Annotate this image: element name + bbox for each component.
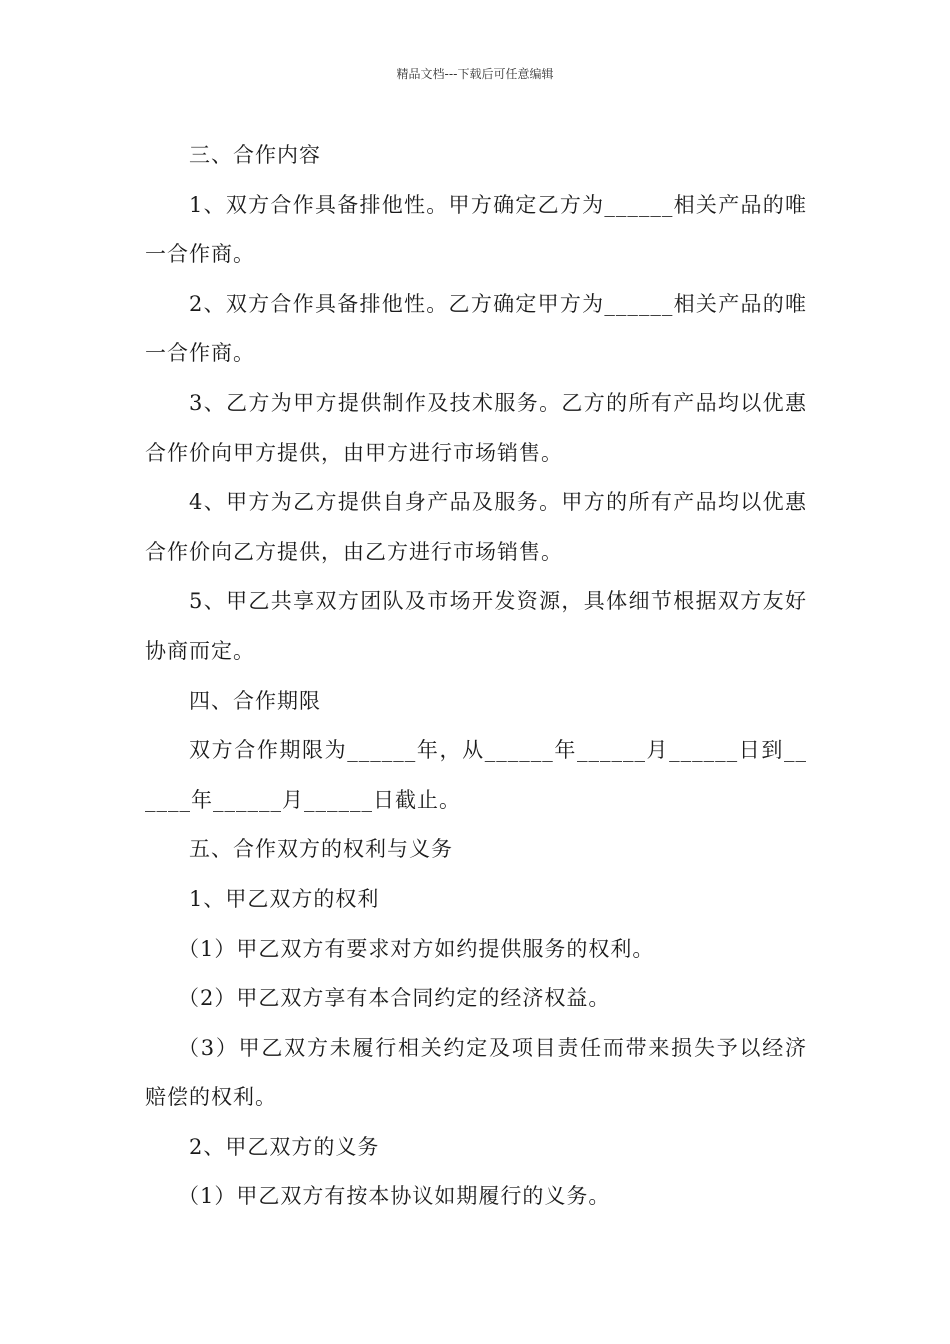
section-heading-rights-obligations: 五、合作双方的权利与义务 — [189, 837, 453, 862]
document-body — [145, 131, 807, 1222]
section-heading-cooperation-content: 三、合作内容 — [189, 143, 321, 167]
rights-item-1: （1）甲乙双方有要求对方如约提供服务的权利。 — [178, 936, 655, 961]
subheading-rights: 1、甲乙双方的权利 — [189, 886, 380, 911]
rights-item-2: （2）甲乙双方享有本合同约定的经济权益。 — [178, 986, 611, 1011]
page-header: 精品文档---下载后可任意编辑 — [396, 67, 554, 81]
rights-item-3: （3）甲乙双方未履行相关约定及项目责任而带来损失予以经济赔偿的权利。 — [145, 1035, 807, 1110]
obligations-item-1: （1）甲乙双方有按本协议如期履行的义务。 — [178, 1184, 611, 1209]
subheading-obligations: 2、甲乙双方的义务 — [189, 1134, 380, 1159]
clause-4: 4、甲方为乙方提供自身产品及服务。甲方的所有产品均以优惠合作价向乙方提供，由乙方进行市场销售。 — [145, 490, 807, 564]
clause-2: 2、双方合作具备排他性。乙方确定甲方为______相关产品的唯一合作商。 — [145, 291, 807, 366]
clause-3: 3、乙方为甲方提供制作及技术服务。乙方的所有产品均以优惠合作价向甲方提供，由甲方进行市场销售。 — [145, 390, 807, 465]
clause-1: 1、双方合作具备排他性。甲方确定乙方为______相关产品的唯一合作商。 — [145, 192, 807, 267]
term-clause: 双方合作期限为______年，从______年______月______日到______年______月______日截止。 — [145, 738, 807, 812]
section-heading-cooperation-term: 四、合作期限 — [189, 688, 321, 713]
clause-5: 5、甲乙共享双方团队及市场开发资源，具体细节根据双方友好协商而定。 — [145, 589, 807, 663]
